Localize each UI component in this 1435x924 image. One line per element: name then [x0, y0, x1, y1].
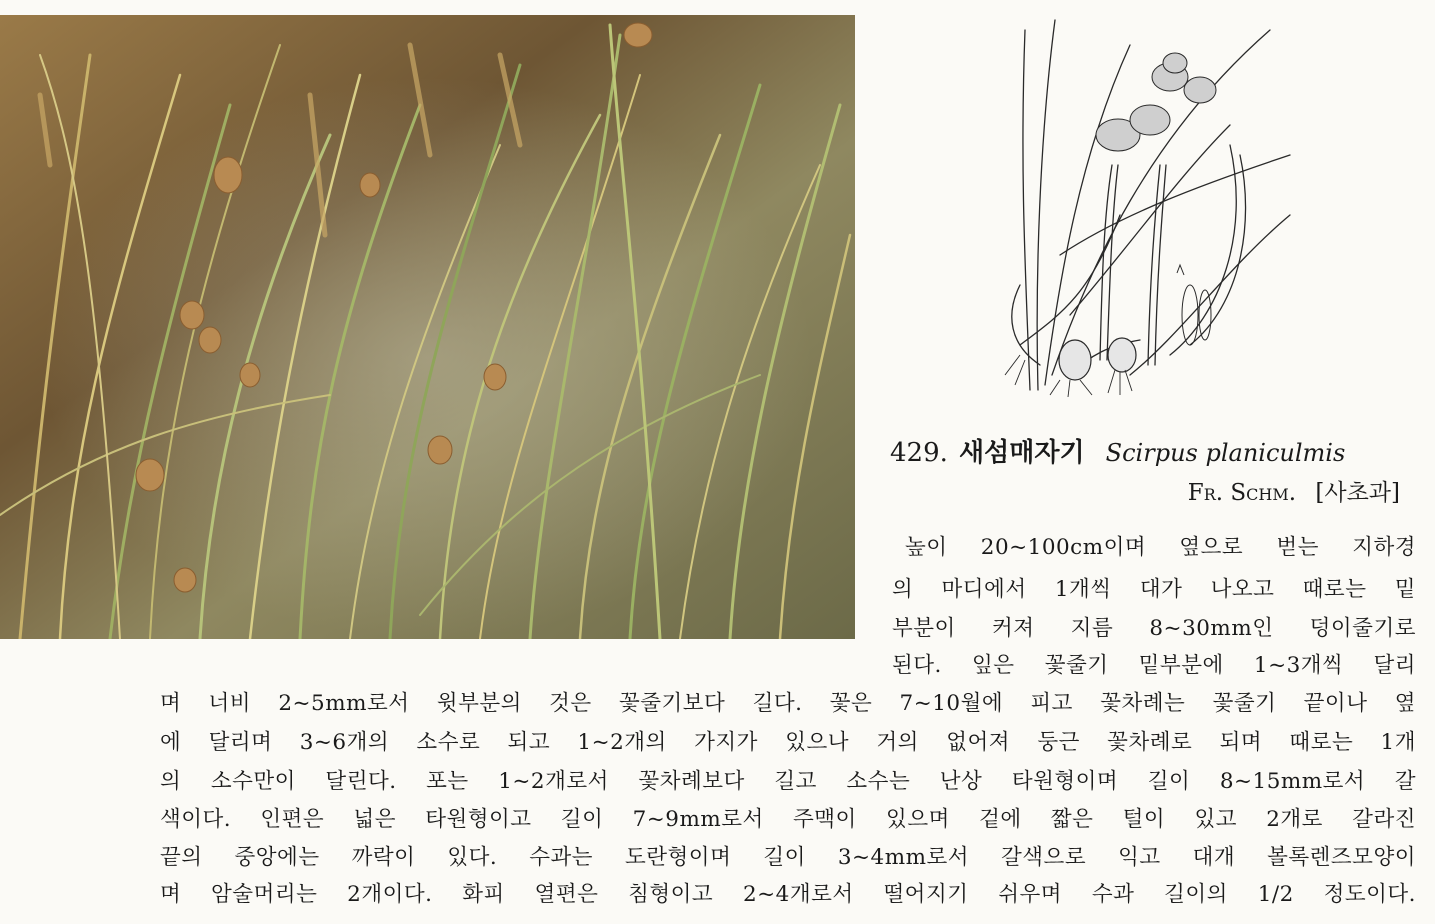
description-line: 부분이 커져 지름 8~30mm인 덩이줄기로 [892, 616, 1416, 641]
description-line: 의 소수만이 달린다. 포는 1~2개로서 꽃차례보다 길고 소수는 난상 타원형이며 길이 8~15mm로서 갈 [160, 769, 1416, 794]
korean-name: 새섬매자기 [958, 438, 1085, 468]
description-line: 의 마디에서 1개씩 대가 나오고 때로는 밑 [892, 577, 1416, 602]
species-authority [1040, 474, 1400, 512]
species-heading [890, 432, 1410, 470]
description-line: 며 너비 2~5mm로서 윗부분의 것은 꽃줄기보다 길다. 꽃은 7~10월에 피고 꽃차례는 꽃줄기 끝이나 옆 [160, 691, 1416, 716]
description-line: 색이다. 인편은 넓은 타원형이고 길이 7~9mm로서 주맥이 있으며 겉에 짧은 털이 있고 2개로 갈라진 [160, 807, 1416, 832]
scientific-name: Scirpus planiculmis [1105, 439, 1346, 467]
plant-photo [0, 15, 855, 639]
authority: Fr. Schm. [1187, 480, 1297, 506]
entry-number: 429. [890, 438, 948, 468]
description-line: 에 달리며 3~6개의 소수로 되고 1~2개의 가지가 있으나 거의 없어져 둥근 꽃차례로 되며 때로는 1개 [160, 730, 1416, 755]
plant-line-drawing [1000, 15, 1300, 400]
family: [사초과] [1315, 480, 1400, 506]
description-line: 된다. 잎은 꽃줄기 밑부분에 1~3개씩 달리 [892, 653, 1416, 678]
description-line: 높이 20~100cm이며 옆으로 벋는 지하경 [905, 535, 1416, 560]
description-line: 며 암술머리는 2개이다. 화피 열편은 침형이고 2~4개로서 떨어지기 쉬우며 수과 길이의 1/2 정도이다. [160, 882, 1416, 907]
description-line: 끝의 중앙에는 까락이 있다. 수과는 도란형이며 길이 3~4mm로서 갈색으로 익고 대개 볼록렌즈모양이 [160, 845, 1416, 870]
